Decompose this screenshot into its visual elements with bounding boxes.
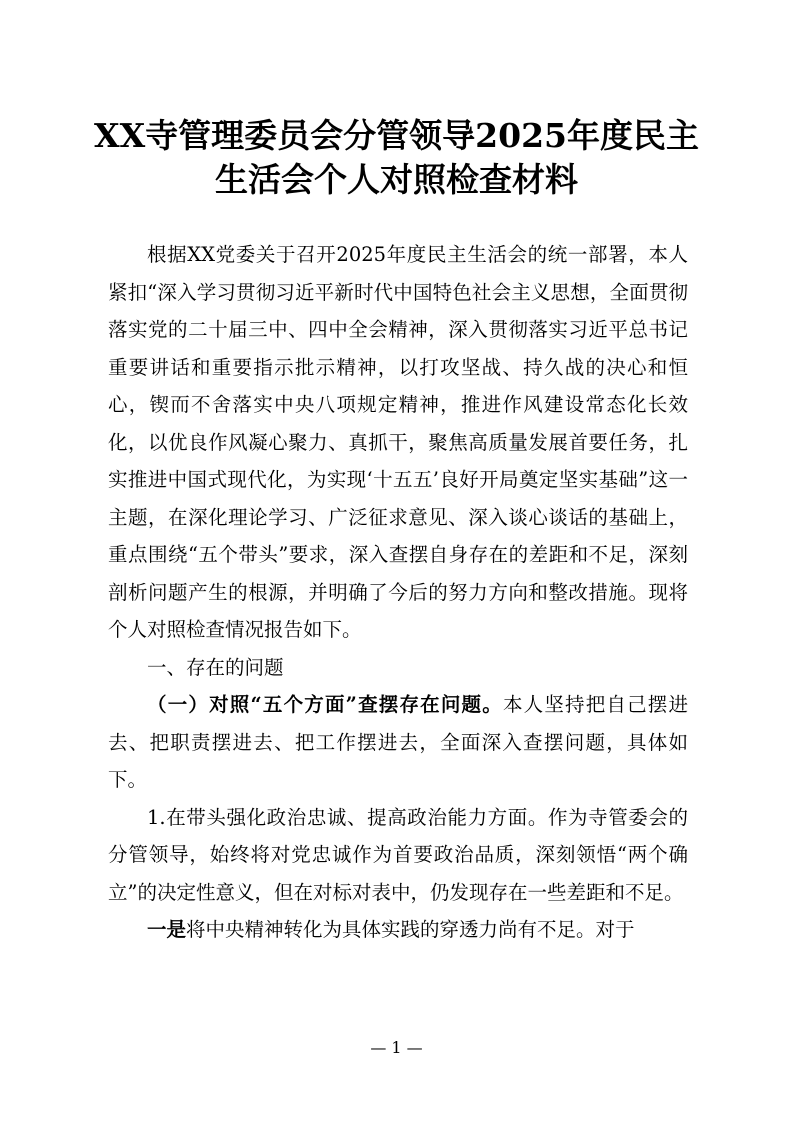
document-body (108, 236, 688, 949)
document-title-line-2: 生活会个人对照检查材料 (215, 160, 578, 199)
subsection-text-1: 本人坚持把自己摆进去、把职责摆进去、把工作摆进去，全面深入查摆问题，具体如下。 (108, 693, 688, 791)
item-paragraph-1: 1.在带头强化政治忠诚、提高政治能力方面。作为寺管委会的分管领导，始终将对党忠诚作为首要政治品质，深刻领悟“两个确立”的决定性意义，但在对标对表中，仍发现存在一些差距和不足。 (108, 805, 688, 904)
point-paragraph-1 (108, 911, 688, 949)
page-number: — 1 — (370, 1038, 423, 1057)
point-lead-1: 一是 (147, 918, 187, 941)
point-text-1: 将中央精神转化为具体实践的穿透力尚有不足。对于 (186, 918, 635, 941)
section-heading-problems: 一、存在的问题 (147, 655, 284, 679)
subsection-paragraph-1 (108, 686, 688, 799)
subsection-heading-1: （一）对照“五个方面”查摆存在问题。 (147, 693, 503, 716)
document-title-line-1: XX寺管理委员会分管领导2025年度民主 (93, 116, 700, 155)
intro-paragraph: 根据XX党委关于召开2025年度民主生活会的统一部署，本人紧扣“深入学习贯彻习近平新时代中国特色社会主义思想，全面贯彻落实党的二十届三中、四中全会精神，深入贯彻落实习近平总书记重要讲话和重要指示批示精神，以打攻坚战、持久战的决心和恒心，锲而不舍落实中央八项规定精神，推进作风建设常态化长效化，以优良作风凝心聚力、真抓干，聚焦高质量发展首要任务，扎实推进中国式现代化，为实现‘十五五’良好开局奠定坚实基础”这一主题，在深化理论学习、广泛征求意见、深入谈心谈话的基础上，重点围绕“五个带头”要求，深入查摆自身存在的差距和不足，深刻剖析问题产生的根源，并明确了今后的努力方向和整改措施。现将个人对照检查情况报告如下。 (108, 243, 688, 641)
